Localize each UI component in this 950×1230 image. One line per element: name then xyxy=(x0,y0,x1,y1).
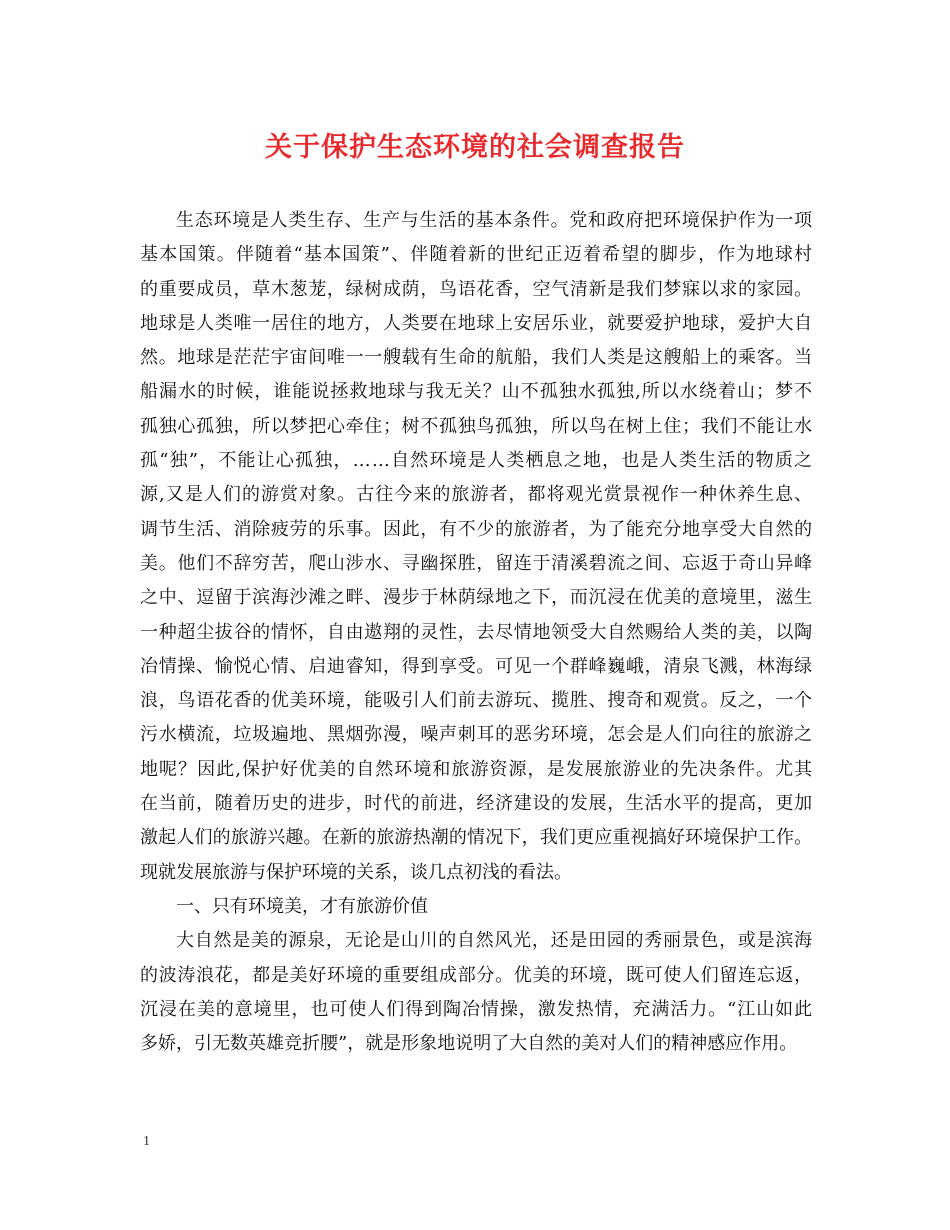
text-line: 然。地球是茫茫宇宙间唯一一艘载有生命的航船，我们人类是这艘船上的乘客。当 xyxy=(140,347,813,369)
text-line: 在当前，随着历史的进步，时代的前进，经济建设的发展，生活水平的提高，更加 xyxy=(140,793,813,815)
text-line: 源,又是人们的游赏对象。古往今来的旅游者，都将观光赏景视作一种休养生息、 xyxy=(140,484,814,506)
text-line: 地球是人类唯一居住的地方，人类要在地球上安居乐业，就要爱护地球，爱护大自 xyxy=(140,312,813,334)
document-title: 关于保护生态环境的社会调查报告 xyxy=(265,132,685,163)
text-line: 现就发展旅游与保护环境的关系，谈几点初浅的看法。 xyxy=(140,861,572,883)
text-line: 生态环境是人类生存、生产与生活的基本条件。党和政府把环境保护作为一项 xyxy=(176,210,813,231)
text-line: 冶情操、愉悦心情、启迪睿知，得到享受。可见一个群峰巍峨，清泉飞溅，林海绿 xyxy=(140,655,813,677)
text-line: 大自然是美的源泉，无论是山川的自然风光，还是田园的秀丽景色，或是滨海 xyxy=(176,930,813,952)
text-line: 地呢？因此,保护好优美的自然环境和旅游资源，是发展旅游业的先决条件。尤其 xyxy=(140,758,814,780)
text-line: 沉浸在美的意境里，也可使人们得到陶冶情操，激发热情，充满活力。“江山如此 xyxy=(140,998,814,1020)
text-line: 的重要成员，草木葱茏，绿树成荫，鸟语花香，空气清新是我们梦寐以求的家园。 xyxy=(140,278,813,300)
document-body xyxy=(140,204,812,1061)
text-line: 一、只有环境美，才有旅游价值 xyxy=(176,895,428,917)
text-line: 的波涛浪花，都是美好环境的重要组成部分。优美的环境，既可使人们留连忘返， xyxy=(140,964,813,986)
text-line: 船漏水的时候，谁能说拯救地球与我无关？山不孤独水孤独,所以水绕着山；梦不 xyxy=(140,381,814,403)
text-line: 一种超尘拔谷的情怀，自由遨翔的灵性，去尽情地领受大自然赐给人类的美，以陶 xyxy=(140,621,813,643)
text-line: 多娇，引无数英雄竞折腰”，就是形象地说明了大自然的美对人们的精神感应作用。 xyxy=(140,1033,798,1055)
text-line: 激起人们的旅游兴趣。在新的旅游热潮的情况下，我们更应重视搞好环境保护工作。 xyxy=(140,827,813,849)
text-line: 基本国策。伴随着“基本国策”、伴随着新的世纪正迈着希望的脚步，作为地球村 xyxy=(140,244,814,266)
page-number: 1 xyxy=(143,1134,150,1149)
text-line: 之中、逗留于滨海沙滩之畔、漫步于林荫绿地之下，而沉浸在优美的意境里，滋生 xyxy=(140,587,813,609)
text-line: 孤独心孤独，所以梦把心牵住；树不孤独鸟孤独，所以鸟在树上住；我们不能让水 xyxy=(140,415,813,437)
text-line: 调节生活、消除疲劳的乐事。因此，有不少的旅游者，为了能充分地享受大自然的 xyxy=(140,518,813,540)
text-line: 美。他们不辞穷苦，爬山涉水、寻幽探胜，留连于清溪碧流之间、忘返于奇山异峰 xyxy=(140,552,813,574)
text-line: 污水横流，垃圾遍地、黑烟弥漫，噪声刺耳的恶劣环境，怎会是人们向往的旅游之 xyxy=(140,724,813,746)
text-line: 浪，鸟语花香的优美环境，能吸引人们前去游玩、揽胜、搜奇和观赏。反之，一个 xyxy=(140,690,813,712)
text-line: 孤“独”，不能让心孤独，……自然环境是人类栖息之地，也是人类生活的物质之 xyxy=(140,450,814,472)
